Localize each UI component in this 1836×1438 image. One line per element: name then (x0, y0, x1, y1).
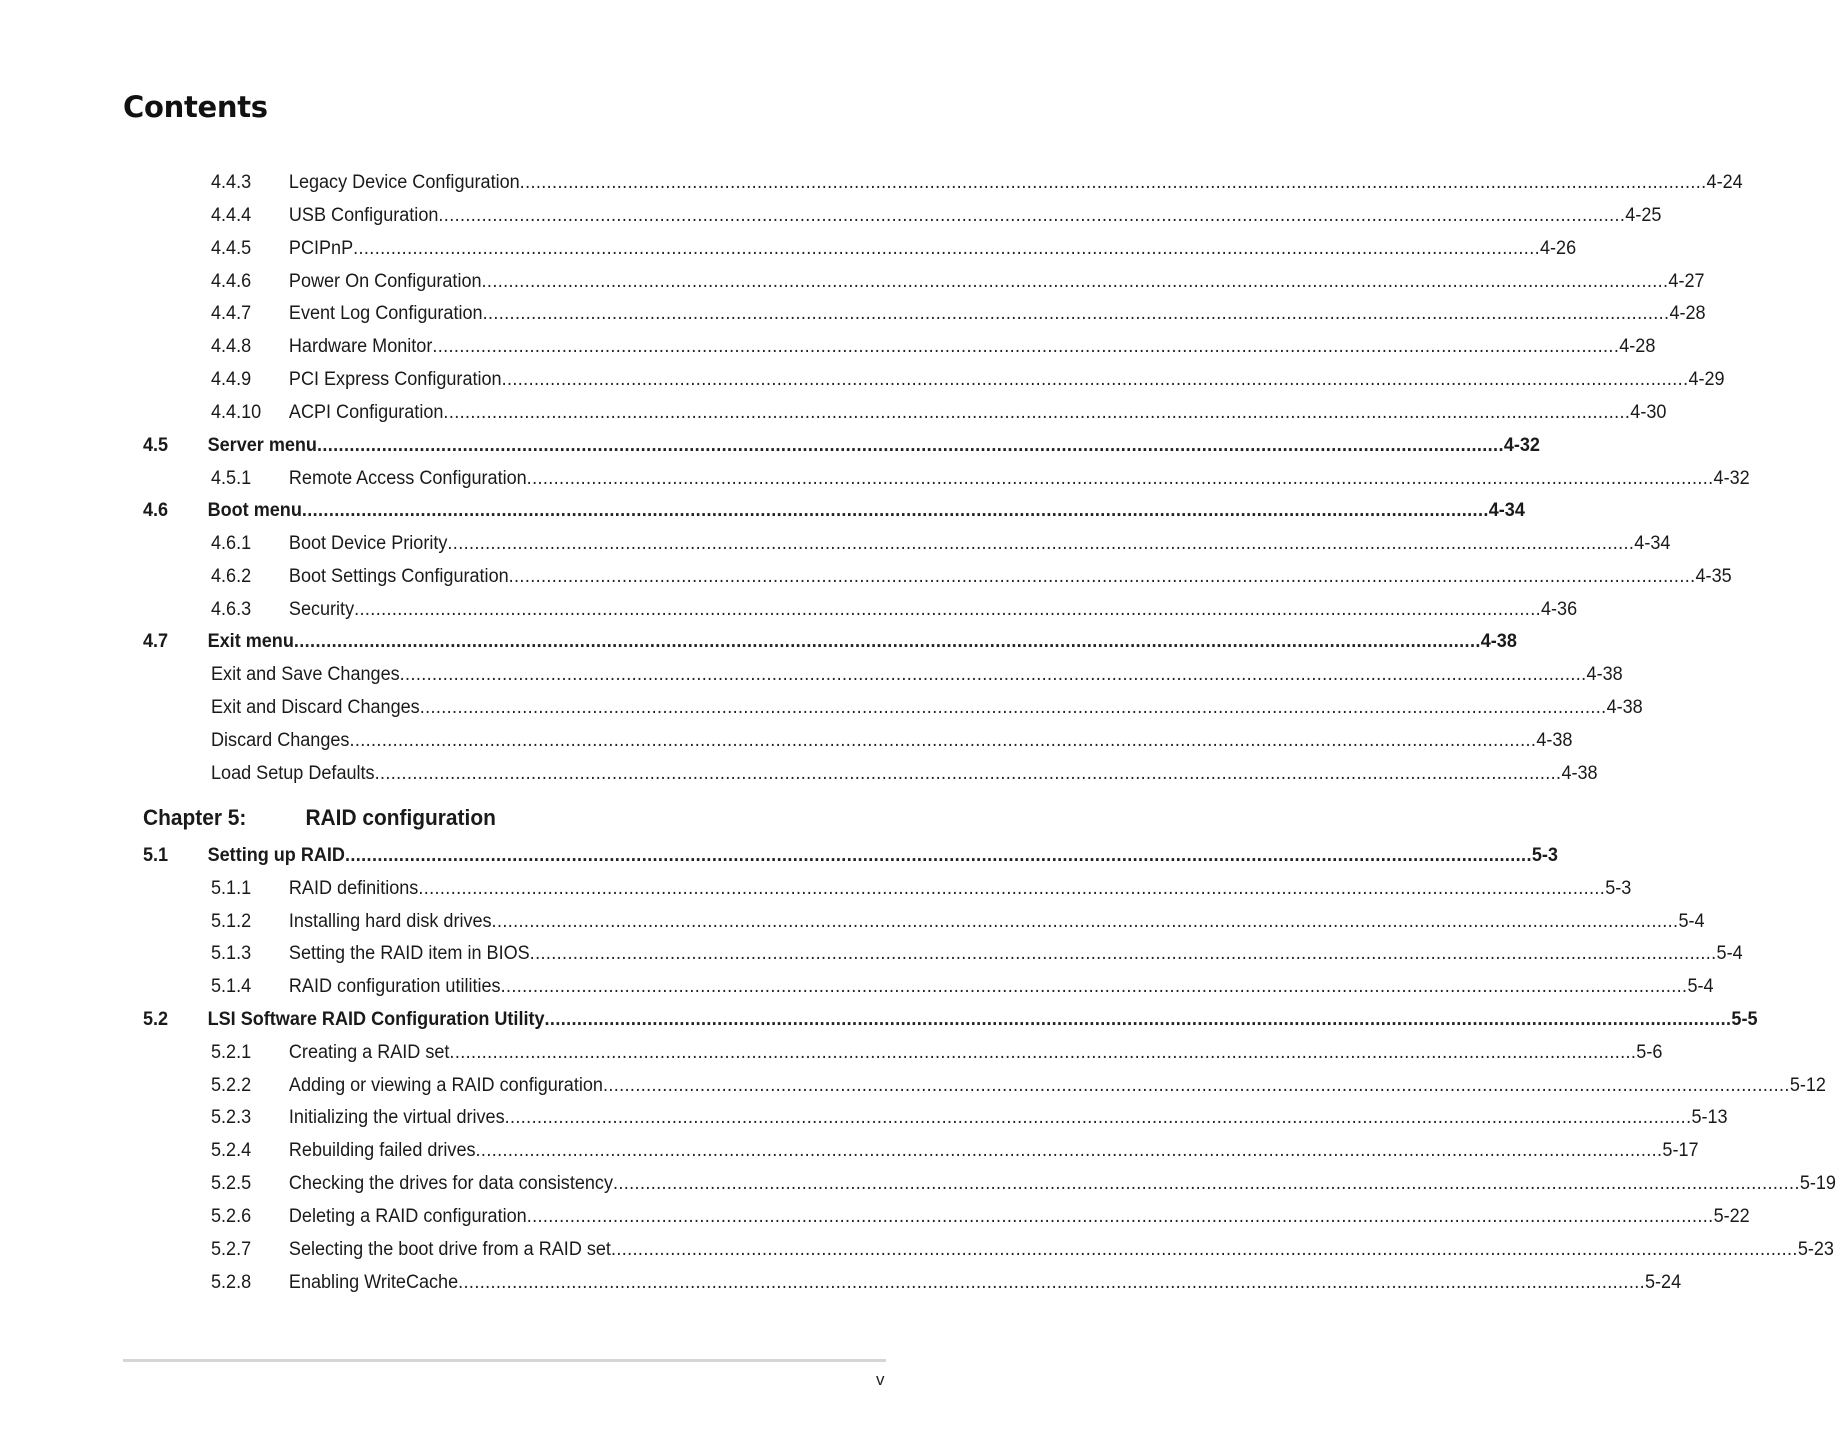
toc-entry[interactable] (211, 365, 1725, 395)
toc-entry-title: Deleting a RAID configuration (288, 1206, 527, 1227)
toc-entry-title: Setting the RAID item in BIOS (288, 943, 530, 964)
toc-entry[interactable] (211, 907, 1705, 937)
toc-entry[interactable] (211, 1038, 1663, 1068)
dot-leader: ............................................................................................................................................................................................................................ (349, 730, 1537, 751)
dot-leader: ............................................................................................................................................................................................................................ (449, 1042, 1637, 1063)
toc-entry-number: 4.4.8 (211, 336, 252, 357)
dot-leader: ............................................................................................................................................................................................................................ (353, 238, 1540, 259)
toc-entry-number: 5.2 (143, 1009, 169, 1030)
toc-entry-page: 4-34 (1488, 500, 1525, 521)
toc-entry-number: 5.2.5 (211, 1173, 252, 1194)
toc-entry[interactable] (211, 874, 1632, 904)
dot-leader: ............................................................................................................................................................................................................................ (443, 402, 1631, 423)
toc-entry[interactable] (143, 627, 1517, 657)
toc-entry-page: 5-4 (1687, 976, 1714, 997)
toc-entry-page: 4-32 (1503, 435, 1540, 456)
toc-entry-page: 4-27 (1668, 271, 1705, 292)
toc-entry[interactable] (211, 660, 1623, 690)
toc-entry-title: Discard Changes (211, 730, 350, 751)
toc-entry-number: 4.6.3 (211, 599, 252, 620)
toc-entry-page: 5-19 (1799, 1173, 1836, 1194)
toc-entry-page: 4-28 (1619, 336, 1656, 357)
toc-entry[interactable] (211, 332, 1656, 362)
toc-entry[interactable] (211, 972, 1714, 1002)
dot-leader: ............................................................................................................................................................................................................................ (526, 1206, 1714, 1227)
toc-entry-page: 4-25 (1625, 205, 1662, 226)
toc-entry-number: 5.1.1 (211, 878, 252, 899)
toc-entry-title: Enabling WriteCache (288, 1272, 459, 1293)
dot-leader: ............................................................................................................................................................................................................................ (504, 1107, 1692, 1128)
toc-entry-title: Hardware Monitor (288, 336, 433, 357)
footer-rule (123, 1359, 886, 1362)
toc-entry-page: 4-28 (1669, 303, 1706, 324)
toc-entry-title: Boot Settings Configuration (288, 566, 509, 587)
toc-entry-title: Setting up RAID (207, 845, 345, 866)
toc-entry-page: 4-29 (1688, 369, 1725, 390)
toc-entry-title: Checking the drives for data consistency (288, 1173, 613, 1194)
toc-entry-number: 5.2.6 (211, 1206, 252, 1227)
dot-leader: ............................................................................................................................................................................................................................ (301, 500, 1489, 521)
toc-entry-title: Security (288, 599, 355, 620)
toc-entry-page: 4-38 (1480, 631, 1517, 652)
toc-entry-title: RAID definitions (288, 878, 419, 899)
dot-leader: ............................................................................................................................................................................................................................ (491, 911, 1679, 932)
toc-entry-number: 4.5 (143, 435, 169, 456)
toc-entry-title: Selecting the boot drive from a RAID set (288, 1239, 611, 1260)
toc-entry[interactable] (211, 1202, 1750, 1232)
toc-entry[interactable] (211, 595, 1578, 625)
toc-entry-number: 4.4.4 (211, 205, 252, 226)
toc-entry-title: Creating a RAID set (288, 1042, 450, 1063)
toc-entry-number: 4.4.5 (211, 238, 252, 259)
toc-entry-page: 5-17 (1662, 1140, 1699, 1161)
toc-entry-page: 5-3 (1605, 878, 1632, 899)
toc-entry-number: 4.4.7 (211, 303, 252, 324)
toc-entry-title: Initializing the virtual drives (288, 1107, 505, 1128)
toc-entry[interactable] (143, 496, 1525, 526)
toc-entry-page: 5-23 (1797, 1239, 1834, 1260)
page-title: Contents (123, 90, 268, 124)
toc-entry[interactable] (211, 1235, 1834, 1265)
toc-entry-page: 5-5 (1731, 1009, 1758, 1030)
toc-entry-page: 4-36 (1540, 599, 1578, 620)
dot-leader: ............................................................................................................................................................................................................................ (612, 1173, 1800, 1194)
toc-entry-title: Exit menu (207, 631, 294, 652)
toc-entry-number: 5.2.1 (211, 1042, 252, 1063)
toc-entry-title: PCI Express Configuration (288, 369, 502, 390)
dot-leader: ............................................................................................................................................................................................................................ (419, 697, 1607, 718)
toc-entry-title: USB Configuration (288, 205, 439, 226)
toc-entry-page: 4-26 (1539, 238, 1577, 259)
dot-leader: ............................................................................................................................................................................................................................ (374, 763, 1562, 784)
toc-entry-page: 5-3 (1531, 845, 1558, 866)
dot-leader: ............................................................................................................................................................................................................................ (519, 172, 1707, 193)
toc-entry[interactable] (211, 562, 1732, 592)
toc-entry-number: 5.2.7 (211, 1239, 252, 1260)
toc-entry[interactable] (211, 267, 1705, 297)
toc-entry-number: 5.1.3 (211, 943, 252, 964)
toc-entry[interactable] (211, 168, 1743, 198)
toc-entry[interactable] (211, 234, 1577, 264)
toc-entry[interactable] (211, 529, 1671, 559)
toc-entry-title: Exit and Save Changes (211, 664, 400, 685)
toc-entry-title: Rebuilding failed drives (288, 1140, 476, 1161)
toc-entry[interactable] (211, 464, 1750, 494)
toc-entry-number: 5.1.2 (211, 911, 252, 932)
toc-entry-title: ACPI Configuration (288, 402, 444, 423)
toc-entry[interactable] (211, 726, 1573, 756)
dot-leader: ............................................................................................................................................................................................................................ (610, 1239, 1798, 1260)
dot-leader: ............................................................................................................................................................................................................................ (447, 533, 1635, 554)
toc-entry-page: 4-38 (1586, 664, 1623, 685)
dot-leader: ............................................................................................................................................................................................................................ (508, 566, 1696, 587)
toc-entry-page: 4-38 (1561, 763, 1598, 784)
toc-entry-title: Boot menu (207, 500, 302, 521)
toc-entry-title: LSI Software RAID Configuration Utility (207, 1009, 545, 1030)
toc-entry-page: 5-4 (1716, 943, 1743, 964)
toc-entry-title: PCIPnP (288, 238, 354, 259)
toc-entry-title: Boot Device Priority (288, 533, 448, 554)
toc-entry-number: 4.6 (143, 500, 169, 521)
dot-leader: ............................................................................................................................................................................................................................ (432, 336, 1620, 357)
chapter-label: Chapter 5: (143, 805, 247, 830)
dot-leader: ............................................................................................................................................................................................................................ (602, 1075, 1790, 1096)
dot-leader: ............................................................................................................................................................................................................................ (481, 271, 1669, 292)
toc-entry-page: 5-13 (1691, 1107, 1728, 1128)
toc-entry-page: 5-12 (1789, 1075, 1826, 1096)
dot-leader: ............................................................................................................................................................................................................................ (544, 1009, 1732, 1030)
toc-entry-number: 4.5.1 (211, 468, 252, 489)
toc-entry-number: 4.4.3 (211, 172, 252, 193)
toc-entry-number: 5.2.3 (211, 1107, 252, 1128)
dot-leader: ............................................................................................................................................................................................................................ (316, 435, 1504, 456)
toc-entry-number: 5.2.2 (211, 1075, 252, 1096)
toc-entry-title: Exit and Discard Changes (211, 697, 420, 718)
toc-entry-title: Load Setup Defaults (211, 763, 375, 784)
dot-leader: ............................................................................................................................................................................................................................ (475, 1140, 1663, 1161)
chapter-title: RAID configuration (305, 805, 496, 830)
chapter-heading (143, 805, 496, 831)
toc-entry-page: 4-30 (1630, 402, 1667, 423)
toc-entry-page: 4-38 (1536, 730, 1573, 751)
dot-leader: ............................................................................................................................................................................................................................ (418, 878, 1606, 899)
toc-entry-title: RAID configuration utilities (288, 976, 501, 997)
toc-entry[interactable] (143, 1005, 1758, 1035)
toc-entry-page: 5-4 (1678, 911, 1705, 932)
toc-entry[interactable] (211, 693, 1643, 723)
toc-entry[interactable] (211, 201, 1662, 231)
toc-entry-page: 4-32 (1713, 468, 1750, 489)
toc-entry[interactable] (211, 1071, 1826, 1101)
toc-entry-title: Remote Access Configuration (288, 468, 527, 489)
toc-entry-page: 5-22 (1713, 1206, 1750, 1227)
toc-entry-number: 4.6.1 (211, 533, 252, 554)
toc-entry-page: 5-6 (1636, 1042, 1663, 1063)
toc-entry-title: Server menu (207, 435, 317, 456)
toc-entry-page: 4-38 (1606, 697, 1643, 718)
toc-entry[interactable] (211, 1268, 1682, 1298)
toc-entry-title: Adding or viewing a RAID configuration (288, 1075, 603, 1096)
dot-leader: ............................................................................................................................................................................................................................ (526, 468, 1714, 489)
toc-entry[interactable] (211, 939, 1743, 969)
toc-entry-page: 4-34 (1634, 533, 1671, 554)
dot-leader: ............................................................................................................................................................................................................................ (399, 664, 1587, 685)
toc-entry-number: 4.4.6 (211, 271, 252, 292)
toc-entry-title: Legacy Device Configuration (288, 172, 520, 193)
toc-entry[interactable] (211, 1136, 1699, 1166)
toc-entry-page: 4-24 (1706, 172, 1743, 193)
toc-entry-number: 5.1.4 (211, 976, 252, 997)
toc-entry-title: Power On Configuration (288, 271, 482, 292)
toc-entry-number: 5.2.8 (211, 1272, 252, 1293)
dot-leader: ............................................................................................................................................................................................................................ (438, 205, 1626, 226)
toc-entry[interactable] (211, 1169, 1836, 1199)
dot-leader: ............................................................................................................................................................................................................................ (529, 943, 1717, 964)
page-number: v (876, 1370, 885, 1389)
toc-entry-number: 5.1 (143, 845, 169, 866)
dot-leader: ............................................................................................................................................................................................................................ (501, 369, 1689, 390)
dot-leader: ............................................................................................................................................................................................................................ (354, 599, 1541, 620)
toc-entry[interactable] (143, 841, 1558, 871)
toc-entry[interactable] (143, 431, 1540, 461)
toc-entry-number: 5.2.4 (211, 1140, 252, 1161)
dot-leader: ............................................................................................................................................................................................................................ (458, 1272, 1646, 1293)
toc-entry-page: 5-24 (1645, 1272, 1682, 1293)
toc-entry-title: Event Log Configuration (288, 303, 483, 324)
dot-leader: ............................................................................................................................................................................................................................ (482, 303, 1670, 324)
toc-entry-number: 4.7 (143, 631, 169, 652)
toc-entry[interactable] (211, 398, 1667, 428)
toc-entry-page: 4-35 (1695, 566, 1732, 587)
toc-entry[interactable] (211, 1103, 1728, 1133)
toc-entry-number: 4.4.10 (211, 402, 262, 423)
toc-entry-number: 4.6.2 (211, 566, 252, 587)
dot-leader: ............................................................................................................................................................................................................................ (293, 631, 1481, 652)
toc-entry-number: 4.4.9 (211, 369, 252, 390)
dot-leader: ............................................................................................................................................................................................................................ (344, 845, 1532, 866)
dot-leader: ............................................................................................................................................................................................................................ (500, 976, 1688, 997)
toc-entry-title: Installing hard disk drives (288, 911, 492, 932)
toc-entry[interactable] (211, 759, 1598, 789)
toc-entry[interactable] (211, 299, 1706, 329)
